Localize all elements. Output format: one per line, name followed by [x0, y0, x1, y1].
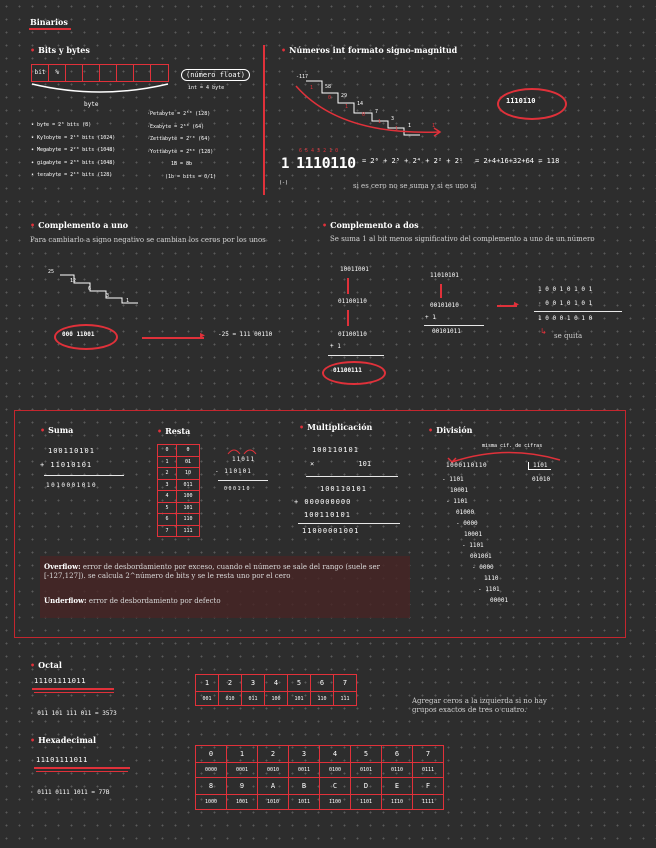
dividend: 3	[391, 116, 395, 122]
dividend: 1	[408, 123, 412, 129]
dos-col2: 00101010	[430, 302, 459, 309]
remainder: 0	[362, 112, 366, 118]
hex-table: 0 1 2 3 4 5 6 7 0000 0001 0010 0011 0100 0101 0110 0111 8 9 A B C D E F 1000 1001 1010 1011 1100 1101 1110 1111	[195, 745, 444, 810]
uno-division: 12	[70, 278, 77, 284]
sign-bit: 1	[281, 156, 290, 172]
dividend: 7	[375, 109, 379, 115]
dos-arrow	[347, 310, 349, 326]
arrow-head-icon: ▸	[514, 299, 520, 310]
resta-row: - 110101	[215, 468, 252, 475]
div-dividend: 1000110110	[446, 462, 488, 469]
sum: = 2+4+16+32+64 = 118	[475, 157, 560, 165]
underline	[34, 692, 114, 693]
quita-label: se quita	[554, 332, 583, 340]
hex-heading: • Hexadecimal	[30, 735, 97, 745]
bit-numbering: 6 5 4 3 2 1 0	[299, 148, 339, 154]
result-circled: 1110110	[506, 97, 536, 105]
uno-arrow	[142, 337, 204, 339]
remainder: 1	[432, 123, 436, 129]
dos-arrow	[440, 284, 442, 298]
octal-table: 1 2 3 4 5 6 7 001 010 011 100 101 110 111	[195, 674, 357, 706]
octal-heading: • Octal	[30, 660, 62, 670]
dos-col1: 01100110	[338, 331, 367, 338]
dos-col2: 00101011	[432, 328, 461, 335]
mult-row: × 101	[310, 460, 372, 468]
dos-heading: • Complemento a dos	[322, 220, 419, 230]
dos-col3: 1 0 0 0 1 0 1 0	[538, 315, 593, 322]
dos-col1: 01100111	[333, 367, 362, 374]
octal-bits: 11101111011	[34, 677, 86, 685]
powers: = 2⁶ + 2⁵ + 2⁴ + 2² + 2¹	[362, 157, 464, 165]
minus-label: (-)	[279, 180, 289, 186]
dos-col3: 1 0 0 1 0 1 0 1	[538, 286, 593, 293]
resta-heading: • Resta	[157, 426, 191, 436]
dos-col1: 01100110	[338, 298, 367, 305]
section-divider	[263, 45, 265, 195]
suma-heading: • Suma	[40, 425, 74, 435]
byte-label: byte	[84, 101, 99, 108]
remainder: 1	[378, 119, 382, 125]
dos-col1: + 1	[330, 343, 341, 350]
bits-heading: • Bits y bytes	[30, 45, 90, 55]
bit-cell: %	[49, 65, 66, 81]
sum-line	[298, 523, 400, 524]
dos-arrow	[347, 278, 349, 294]
sum-line	[424, 325, 484, 326]
uno-heading: • Complemento a uno	[30, 220, 129, 230]
uno-division: 3	[106, 293, 110, 299]
div-divisor: 1101	[528, 462, 551, 470]
remainder: 1	[395, 126, 399, 132]
resta-table: 0 0 1 01 2 10 3 011 4 100 5 101 6 110 7 111	[157, 444, 200, 537]
arrow-head-icon: ▸	[200, 330, 206, 341]
uno-division: 6	[88, 286, 92, 292]
mult-row: 100110101	[304, 511, 351, 519]
uno-staircase	[40, 268, 160, 304]
division-staircase	[290, 68, 450, 138]
mult-row: 100110101	[320, 485, 367, 493]
title-underline	[29, 28, 71, 30]
mult-row: 11000001001	[302, 527, 360, 535]
uno-division: 1	[126, 298, 130, 304]
dividend: -117	[296, 74, 309, 80]
dos-col2: 11010101	[430, 272, 459, 279]
mult-row: + 000000000	[294, 498, 352, 506]
dividend: 29	[341, 93, 348, 99]
dos-col2: + 1	[425, 314, 436, 321]
bit-cell: bit	[32, 65, 49, 81]
underline	[32, 688, 114, 690]
uno-result: -25 = 111 00110	[218, 331, 273, 338]
hex-bits: 11101111011	[36, 756, 88, 764]
underflow-text: Underflow: error de desbordamiento por defecto	[44, 596, 221, 605]
underline	[36, 771, 128, 772]
int-note: int = 4 byte	[188, 85, 225, 91]
overflow-text: Overflow: error de desbordamiento por exceso, cuando el número se sale del rango (suele ser [-127,127]). se calcula 2^número de bits y se le resta uno por el cero	[44, 562, 380, 580]
underline	[34, 767, 130, 769]
remainder: 0	[328, 95, 332, 101]
remainder: 1	[310, 85, 314, 91]
grouping-note: Agregar ceros a la izquierda si no hay grupos exactos de tres o cuatro.	[412, 697, 547, 714]
div-arrow-note: misma cif. de cifras	[482, 443, 543, 449]
dos-col3: · 0 0 1 0 1 0 1	[538, 300, 593, 307]
resta-row: 11011	[232, 456, 256, 463]
dividend: 14	[357, 101, 364, 107]
div-steps: - 1101 10001 - 1101 01000 - 0000 10001 - 1101 001001 - 0000 1110 - 1101 00001	[442, 476, 509, 604]
uno-circled: 000 11001	[62, 331, 95, 338]
div-heading: • División	[428, 425, 473, 435]
suma-row: 1010001010	[46, 482, 98, 489]
sum-line	[328, 355, 384, 356]
suma-row: 100110101	[48, 447, 95, 455]
signo-heading: • Números int formato signo-magnitud	[281, 45, 458, 55]
dos-note: Se suma 1 al bit menos significativo del complemento a uno de un número	[330, 235, 595, 243]
div-quotient: 01010	[532, 476, 551, 483]
result-bits: 1110110	[296, 154, 356, 172]
bit-strip	[31, 64, 169, 82]
signo-note: si es cero no se suma y si es uno si	[353, 182, 477, 190]
suma-row: + 11010101	[40, 461, 93, 469]
mult-heading: • Multiplicación	[299, 422, 373, 432]
byte-brace	[30, 82, 170, 100]
uno-note: Para cambiarlo a signo negativo se cambian los ceros por los unos	[30, 236, 266, 244]
resta-row: 000110	[224, 486, 252, 492]
sum-line	[44, 475, 124, 476]
sum-line	[534, 311, 622, 312]
sum-line	[218, 480, 268, 481]
units-right: ·Petabyte = 2⁵⁰ (128) ·Exabyte = 2⁶⁰ (64) ·Zettabyte = 2⁷⁰ (64) ·Yottabyte = 2⁸⁰ (128) 1B = 8b (1b = bits = 0/1)	[147, 111, 217, 180]
mult-row: 100110101	[312, 446, 359, 454]
units-left: • byte = 2³ bits (8) • Kylobyte = 2¹⁰ bits (1024) • Megabyte = 2²⁰ bits (1048) • gigabyte = 2³⁰ bits (1048) • terabyte = 2⁴⁰ bits (128)	[31, 122, 116, 178]
remainder: 1	[345, 104, 349, 110]
sum-line	[306, 476, 398, 477]
borrow-arrows	[226, 444, 266, 456]
hex-groups: · 0111 0111 1011 = 77B	[30, 789, 110, 796]
arrow-icon: ↳	[540, 327, 547, 336]
page-title: Binarios	[30, 17, 68, 27]
octal-groups: · 011 101 111 011 = 3573	[30, 710, 117, 717]
float-note: (número float)	[181, 69, 250, 81]
dividend: 58	[325, 84, 332, 90]
uno-division: 25	[48, 269, 55, 275]
dos-col1: 10011001	[340, 266, 369, 273]
